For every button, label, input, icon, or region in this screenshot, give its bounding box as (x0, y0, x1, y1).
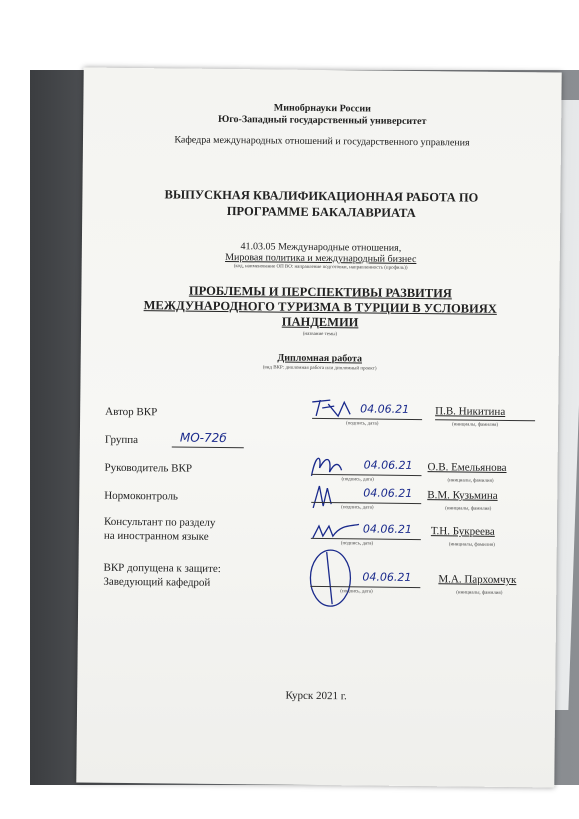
topic-line-3: ПАНДЕМИИ (281, 314, 359, 330)
author-sig-caption: (подпись, дата) (346, 421, 379, 427)
consultant-label-2: на иностранном языке (103, 529, 209, 543)
head-sig-caption: (подпись, дата) (340, 589, 373, 595)
work-title-line-2: ПРОГРАММЕ БАКАЛАВРИАТА (226, 204, 416, 221)
supervisor-date: 04.06.21 (363, 458, 413, 472)
normcontrol-signature (307, 480, 337, 510)
author-name: П.В. Никитина (435, 405, 506, 418)
university-name: Юго-Западный государственный университет (217, 113, 427, 128)
head-label-1: ВКР допущена к защите: (103, 561, 221, 575)
normcontrol-date: 04.06.21 (363, 486, 413, 500)
author-signature (308, 396, 358, 421)
topic-caption: (название темы) (302, 331, 338, 338)
program-caption: (код, наименование ОП ВО: направление подготовки, направленность (профиль)) (233, 264, 408, 271)
supervisor-name-caption: (инициалы, фамилия) (447, 478, 494, 484)
supervisor-signature (305, 450, 345, 480)
head-label-2: Заведующий кафедрой (103, 575, 211, 589)
author-label: Автор ВКР (105, 405, 158, 419)
consultant-sig-caption: (подпись, дата) (340, 541, 374, 547)
work-type-caption: (вид ВКР: дипломная работа или дипломный проект) (262, 365, 377, 372)
consultant-name-caption: (инициалы, фамилия) (448, 542, 495, 548)
topic-line-1: ПРОБЛЕМЫ И ПЕРСПЕКТИВЫ РАЗВИТИЯ (188, 283, 452, 301)
consultant-label-1: Консультант по разделу (103, 515, 216, 529)
group-label: Группа (104, 433, 139, 447)
supervisor-name: О.В. Емельянова (427, 461, 507, 474)
department-name: Кафедра международных отношений и государственного управления (174, 134, 470, 149)
author-name-caption: (инициалы, фамилия) (452, 422, 499, 428)
supervisor-sig-caption: (подпись, дата) (341, 477, 374, 483)
work-type: Дипломная работа (277, 352, 363, 365)
work-title-line-1: ВЫПУСКНАЯ КВАЛИФИКАЦИОННАЯ РАБОТА ПО (164, 187, 479, 205)
consultant-date: 04.06.21 (362, 522, 412, 536)
consultant-name: Т.Н. Букреева (430, 525, 495, 538)
title-page (76, 68, 561, 788)
author-name-line (435, 419, 535, 421)
group-line (172, 446, 244, 448)
group-value: МО-72б (179, 430, 227, 446)
program-code: 41.03.05 Международные отношения, (240, 241, 402, 254)
normcontrol-name: В.М. Кузьмина (427, 489, 498, 502)
head-name-caption: (инициалы, фамилия) (456, 590, 503, 596)
head-name: М.А. Пархомчук (438, 573, 517, 587)
city-year: Курск 2021 г. (285, 689, 347, 703)
head-date: 04.06.21 (362, 570, 412, 584)
ministry-name: Минобрнауки России (273, 102, 371, 115)
normcontrol-label: Нормоконтроль (104, 489, 179, 503)
head-signature (302, 546, 363, 609)
supervisor-label: Руководитель ВКР (104, 461, 193, 475)
normcontrol-sig-caption: (подпись, дата) (341, 505, 374, 511)
author-date: 04.06.21 (360, 402, 410, 416)
topic-line-2: МЕЖДУНАРОДНОГО ТУРИЗМА В ТУРЦИИ В УСЛОВИЯХ (143, 298, 497, 316)
normcontrol-name-caption: (инициалы, фамилия) (445, 506, 492, 512)
program-profile: Мировая политика и международный бизнес (225, 252, 417, 266)
